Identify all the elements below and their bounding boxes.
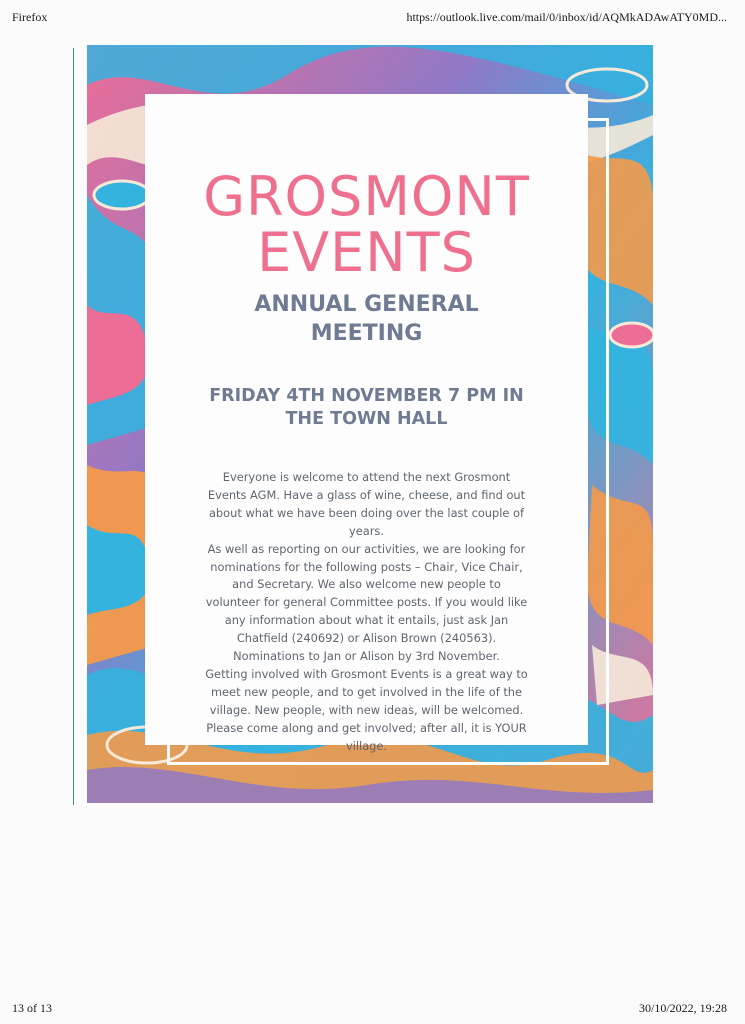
- poster-title-line1: GROSMONT: [203, 165, 530, 228]
- body-line: and Secretary. We also welcome new people to: [232, 577, 501, 592]
- event-poster: [87, 45, 653, 803]
- left-margin-rule: [73, 48, 74, 805]
- event-when-line2: THE TOWN HALL: [285, 409, 448, 429]
- body-line: village. New people, with new ideas, will be welcomed.: [209, 702, 524, 717]
- poster-card: [145, 94, 588, 753]
- body-line: about what we have been doing over the last couple of: [208, 505, 525, 520]
- event-when-line1: FRIDAY 4TH NOVEMBER 7 PM IN: [209, 386, 524, 406]
- body-line: village.: [345, 738, 388, 753]
- meeting-title-line1: ANNUAL GENERAL: [254, 292, 479, 317]
- meeting-title-line2: MEETING: [310, 321, 423, 346]
- poster-title-line2: EVENTS: [257, 221, 476, 284]
- poster-body: [159, 469, 574, 756]
- body-line: years.: [349, 523, 384, 538]
- body-line: Chatfield (240692) or Alison Brown (240563).: [236, 631, 497, 646]
- body-line: Please come along and get involved; after all, it is YOUR: [206, 720, 527, 735]
- body-line: any information about what it entails, just ask Jan: [224, 613, 509, 628]
- browser-name: Firefox: [12, 10, 48, 24]
- body-line: meet new people, and to get involved in the life of the: [210, 684, 523, 699]
- body-line: Events AGM. Have a glass of wine, cheese, and find out: [207, 487, 526, 502]
- page-url[interactable]: https://outlook.live.com/mail/0/inbox/id/AQMkADAwATY0MD...: [406, 10, 727, 24]
- body-line: Nominations to Jan or Alison by 3rd November.: [233, 649, 500, 664]
- page-count: 13 of 13: [12, 1001, 52, 1015]
- body-line: As well as reporting on our activities, we are looking for: [207, 541, 526, 556]
- body-line: Everyone is welcome to attend the next Grosmont: [222, 470, 511, 484]
- body-line: nominations for the following posts – Chair, Vice Chair,: [210, 559, 523, 574]
- body-line: Getting involved with Grosmont Events is a great way to: [205, 666, 528, 681]
- body-line: volunteer for general Committee posts. If you would like: [205, 595, 528, 610]
- print-datetime: 30/10/2022, 19:28: [638, 1001, 727, 1015]
